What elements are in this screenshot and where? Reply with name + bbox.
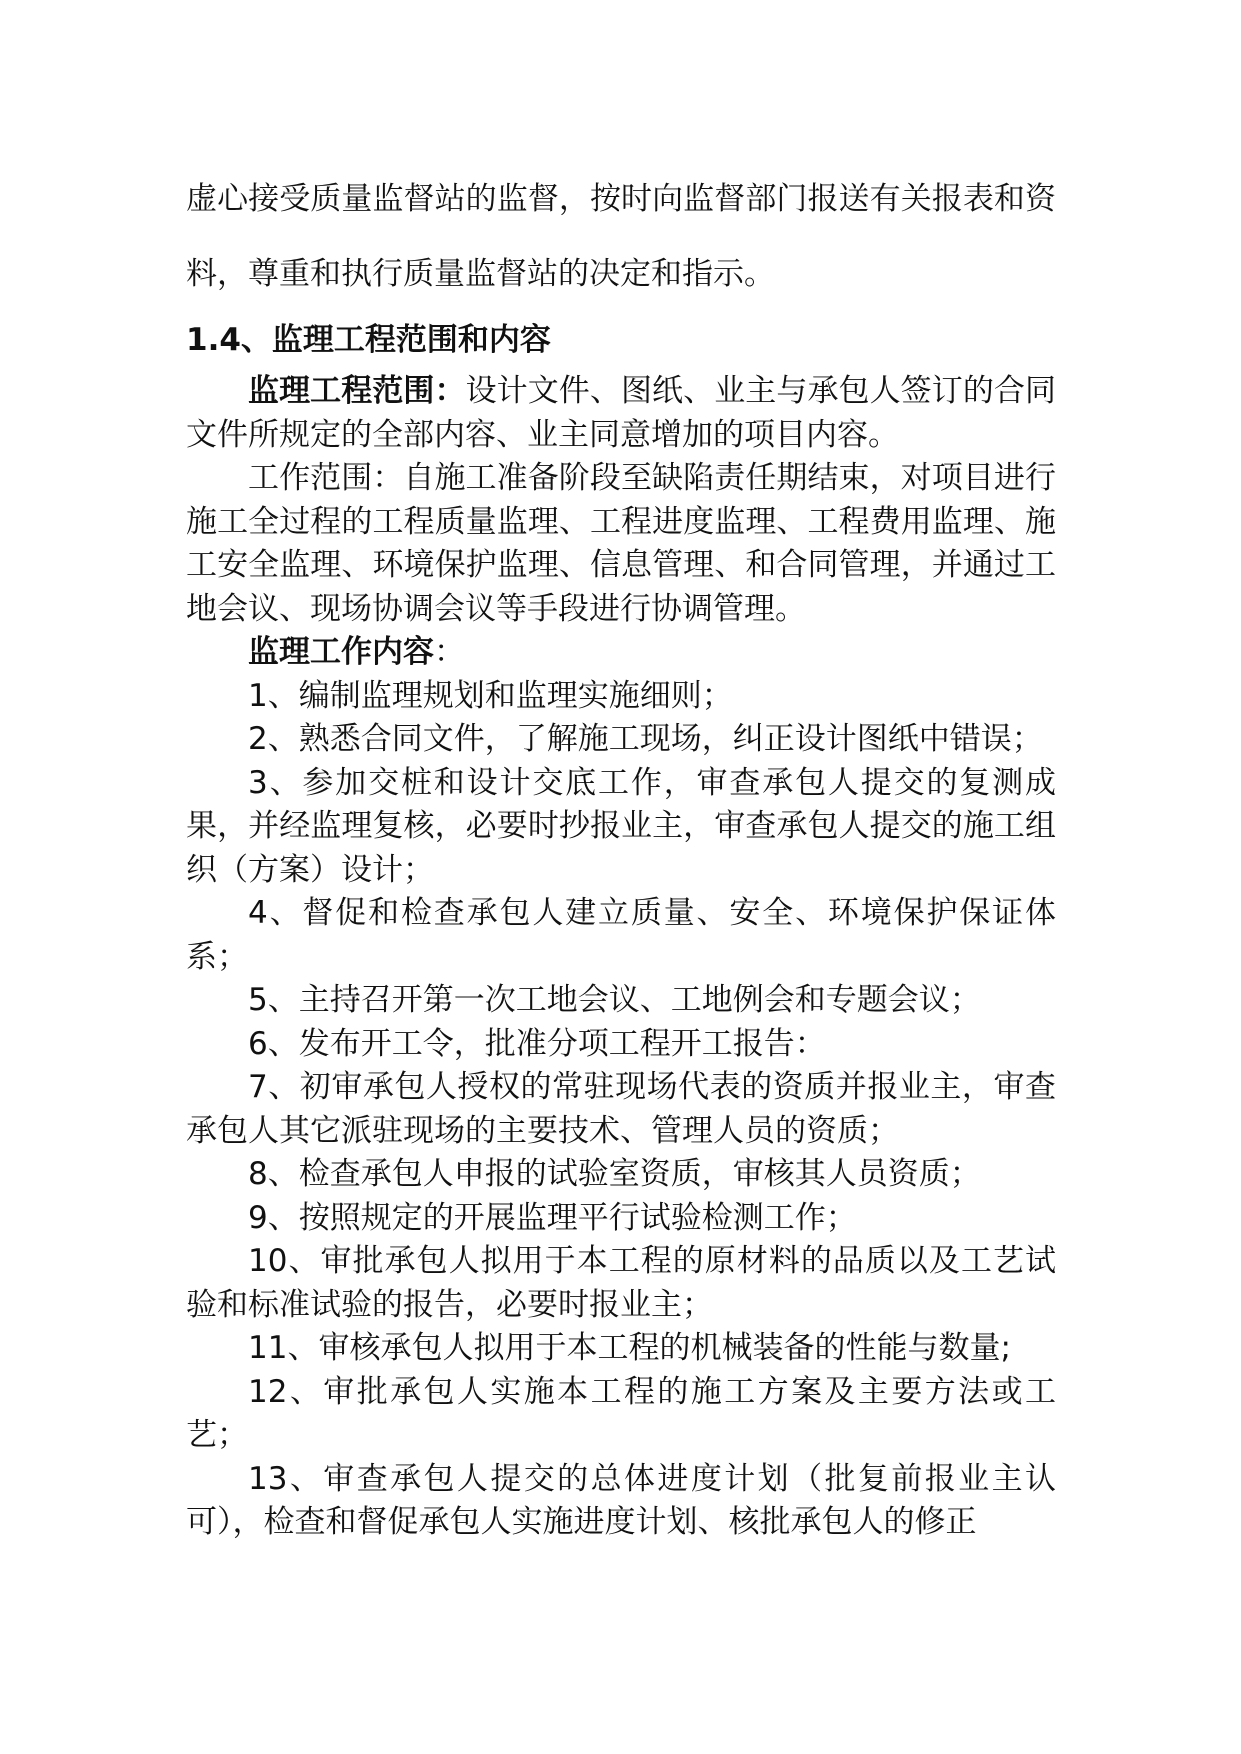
list-item: 7、初审承包人授权的常驻现场代表的资质并报业主，审查承包人其它派驻现场的主要技术、管理人员的资质；: [186, 1069, 1056, 1149]
scope-paragraph: [186, 370, 1056, 457]
list-item: 1、编制监理规划和监理实施细则；: [248, 677, 733, 714]
list-item: 13、审查承包人提交的总体进度计划（批复前报业主认可），检查和督促承包人实施进度计划、核批承包人的修正: [186, 1460, 1056, 1540]
list-item: 12、审批承包人实施本工程的施工方案及主要方法或工艺；: [186, 1373, 1056, 1453]
scope-label: 监理工程范围：: [248, 373, 466, 409]
document-page: [186, 162, 1056, 1545]
list-item: 6、发布开工令，批准分项工程开工报告：: [248, 1025, 826, 1062]
list-item: 10、审批承包人拟用于本工程的原材料的品质以及工艺试验和标准试验的报告，必要时报业主；: [186, 1243, 1056, 1323]
section-heading: 1.4、监理工程范围和内容: [186, 322, 551, 358]
work-scope-paragraph: 工作范围：自施工准备阶段至缺陷责任期结束，对项目进行施工全过程的工程质量监理、工程进度监理、工程费用监理、施工安全监理、环境保护监理、信息管理、和合同管理，并通过工地会议、现场协调会议等手段进行协调管理。: [186, 460, 1056, 627]
content-label: 监理工作内容: [248, 634, 434, 670]
list-item: 5、主持召开第一次工地会议、工地例会和专题会议；: [248, 982, 981, 1018]
list-item: 3、参加交桩和设计交底工作，审查承包人提交的复测成果，并经监理复核，必要时抄报业主，审查承包人提交的施工组织（方案）设计；: [186, 764, 1056, 888]
content-heading: [186, 631, 1056, 675]
list-item: 9、按照规定的开展监理平行试验检测工作；: [248, 1199, 857, 1236]
content-colon: ：: [434, 634, 465, 670]
intro-paragraph: 虚心接受质量监督站的监督，按时向监督部门报送有关报表和资料，尊重和执行质量监督站的决定和指示。: [186, 181, 1056, 292]
list-item: 2、熟悉合同文件，了解施工现场，纠正设计图纸中错误；: [248, 721, 1043, 757]
list-item: 4、督促和检查承包人建立质量、安全、环境保护保证体系；: [186, 895, 1056, 975]
list-item: 8、检查承包人申报的试验室资质，审核其人员资质；: [248, 1156, 981, 1192]
scope-text: 设计文件、图纸、业主与承包人签订的合同文件所规定的全部内容、业主同意增加的项目内容。: [186, 373, 1057, 453]
list-item: 11、审核承包人拟用于本工程的机械装备的性能与数量;: [248, 1330, 1011, 1366]
